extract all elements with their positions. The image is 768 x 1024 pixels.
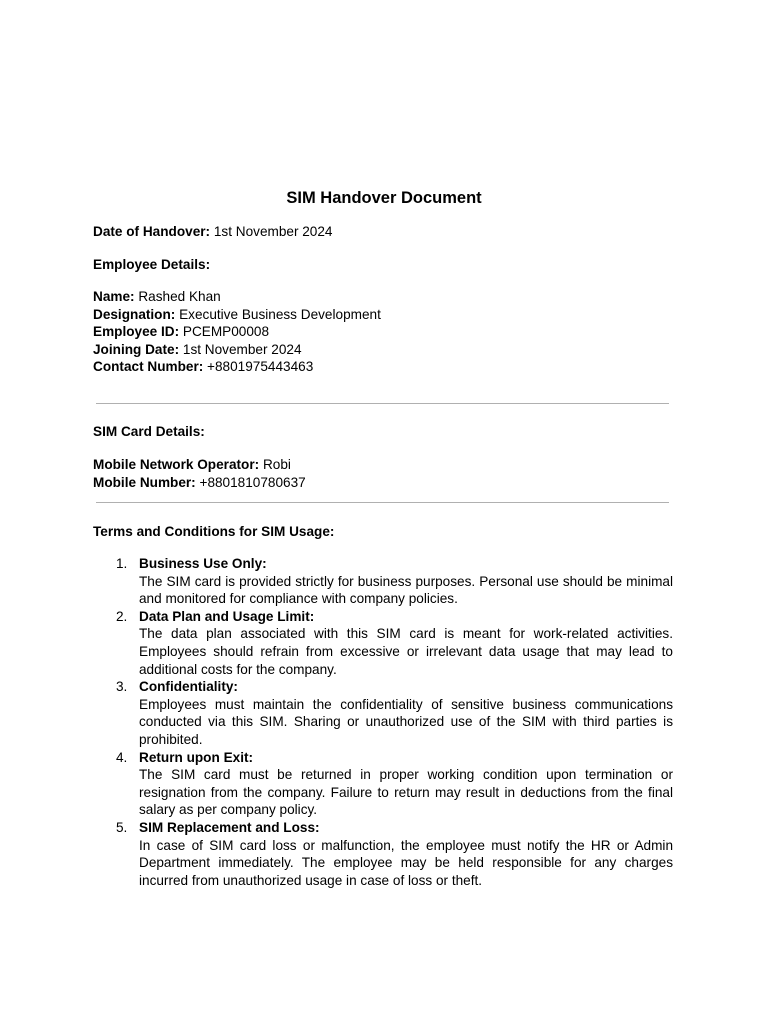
terms-heading: Terms and Conditions for SIM Usage: (93, 524, 335, 539)
term-number: 1. (116, 556, 128, 571)
employee-details-list (93, 288, 673, 376)
section-divider (96, 502, 669, 503)
field-label: Name: (93, 289, 135, 304)
term-title: Data Plan and Usage Limit: (139, 608, 315, 624)
field-value: Rashed Khan (138, 289, 221, 304)
field-label: Joining Date: (93, 341, 180, 357)
field-value: 1st November 2024 (182, 341, 302, 357)
term-title: SIM Replacement and Loss: (139, 819, 320, 835)
field-label: Employee ID: (93, 324, 180, 340)
field-label: Mobile Number: (93, 474, 196, 490)
term-text: The data plan associated with this SIM card is meant for work-related activities. Employees should refrain from excessive or irrelevant data usage that may lead to additional costs for the company. (139, 626, 673, 677)
term-number: 2. (116, 608, 128, 624)
term-title: Business Use Only: (139, 556, 267, 571)
handover-date-row (93, 223, 673, 241)
field-label: Mobile Network Operator: (93, 457, 260, 472)
term-title: Return upon Exit: (139, 749, 254, 765)
term-item (0, 678, 768, 748)
field-label: Contact Number: (93, 359, 204, 375)
sim-operator-row (93, 456, 673, 474)
field-value: Executive Business Development (179, 306, 381, 322)
term-text: The SIM card is provided strictly for business purposes. Personal use should be minimal and monitored for compliance with company policies. (139, 573, 673, 607)
field-label: Designation: (93, 306, 176, 322)
handover-date-label: Date of Handover: (93, 224, 211, 239)
employee-contact-row (93, 358, 673, 376)
term-number: 4. (116, 749, 128, 765)
employee-name-row (93, 288, 673, 306)
term-text: The SIM card must be returned in proper working condition upon termination or resignation from the company. Failure to return may result in deductions from the final salary as per company policy. (139, 767, 673, 818)
term-item (0, 608, 768, 678)
term-number: 3. (116, 679, 128, 695)
field-value: +8801975443463 (207, 359, 314, 375)
field-value: PCEMP00008 (182, 324, 270, 340)
employee-designation-row (93, 306, 673, 324)
field-value: Robi (262, 457, 291, 472)
term-text: Employees must maintain the confidentiality of sensitive business communications conducted via this SIM. Sharing or unauthorized use of the SIM with third parties is prohibited. (139, 696, 673, 747)
term-item (0, 555, 768, 608)
term-number: 5. (116, 819, 128, 835)
section-divider (96, 403, 669, 404)
term-text: In case of SIM card loss or malfunction, the employee must notify the HR or Admin Department immediately. The employee may be held responsible for any charges incurred from unauthorized usage in case of loss or theft. (139, 837, 673, 888)
employee-details-heading: Employee Details: (93, 257, 211, 272)
term-title: Confidentiality: (139, 679, 238, 695)
employee-id-row (93, 323, 673, 341)
handover-date-value: 1st November 2024 (213, 224, 333, 239)
term-item (0, 749, 768, 819)
document-title: SIM Handover Document (286, 189, 482, 207)
sim-number-row (93, 474, 673, 492)
sim-details-heading: SIM Card Details: (93, 424, 205, 439)
sim-details-list (93, 456, 673, 491)
term-item (0, 819, 768, 889)
field-value: +8801810780637 (199, 474, 306, 490)
employee-joining-date-row (93, 341, 673, 359)
terms-list (0, 555, 768, 889)
